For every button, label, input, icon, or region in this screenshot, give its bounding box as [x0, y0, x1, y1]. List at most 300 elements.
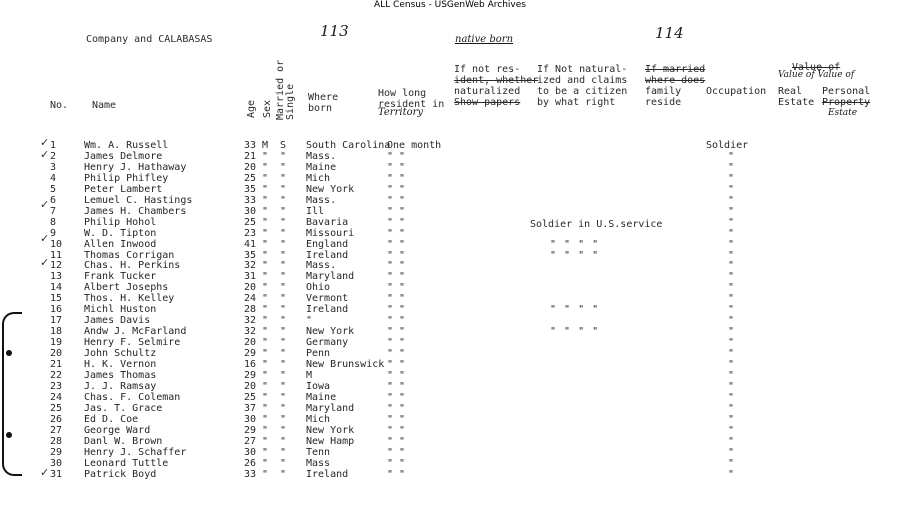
- row-number: 30: [50, 457, 63, 469]
- col-not-nat-3: to be a citizen: [537, 86, 628, 97]
- row-marital-status: ": [280, 359, 287, 370]
- row-number: 18: [50, 326, 63, 338]
- row-sex: ": [262, 337, 269, 349]
- row-where-born: Iowa: [306, 380, 331, 392]
- row-age: 24: [244, 293, 257, 305]
- row-age: 35: [244, 183, 257, 195]
- note-value-of: Value of Value of: [778, 70, 855, 80]
- row-marital-status: ": [280, 391, 287, 403]
- row-where-born: Mich: [306, 172, 331, 184]
- col-real-2: Real: [778, 86, 803, 97]
- table-row: [0, 195, 900, 206]
- col-not-nat-4: by what right: [537, 97, 616, 108]
- note-native-born: native born: [455, 34, 514, 45]
- col-sex: Sex: [262, 99, 273, 118]
- row-where-born: Mass: [306, 457, 331, 469]
- row-sex: ": [262, 402, 269, 414]
- row-residence: " ": [387, 150, 406, 162]
- table-row: [0, 217, 900, 228]
- row-occupation: ": [728, 446, 735, 458]
- col-not-nat-1: If Not natural-: [537, 64, 628, 75]
- col-how-long-2: resident in: [378, 99, 445, 110]
- row-sex: ": [262, 391, 269, 403]
- check-mark-icon: ✓: [40, 232, 50, 245]
- row-name: J. J. Ramsay: [84, 380, 157, 392]
- row-number: 11: [50, 249, 63, 261]
- row-where-born: South Carolina: [306, 140, 391, 151]
- row-sex: ": [262, 413, 269, 425]
- row-occupation: ": [728, 238, 735, 250]
- row-name: Thomas Corrigan: [84, 249, 175, 261]
- row-marital-status: ": [280, 194, 287, 206]
- row-name: Allen Inwood: [84, 238, 157, 250]
- row-occupation: ": [728, 402, 735, 414]
- row-occupation: ": [728, 468, 735, 480]
- row-residence: " ": [387, 293, 406, 305]
- table-row: [0, 447, 900, 458]
- row-number: 21: [50, 359, 63, 370]
- row-age: 30: [244, 205, 257, 217]
- row-sex: ": [262, 238, 269, 250]
- table-row: [0, 469, 900, 480]
- row-soldier-ditto: " " " ": [550, 249, 600, 261]
- row-marital-status: ": [280, 380, 287, 392]
- row-marital-status: ": [280, 413, 287, 425]
- row-name: Wm. A. Russell: [84, 140, 169, 151]
- row-marital-status: ": [280, 271, 287, 283]
- row-occupation: ": [728, 457, 735, 469]
- row-marital-status: ": [280, 249, 287, 261]
- row-where-born: New Brunswick: [306, 359, 385, 370]
- row-where-born: Germany: [306, 337, 349, 349]
- col-if-not-3: naturalized: [454, 86, 521, 97]
- table-row: [0, 239, 900, 250]
- row-name: W. D. Tipton: [84, 227, 157, 239]
- table-row: [0, 392, 900, 403]
- row-age: 29: [244, 369, 257, 381]
- row-age: 33: [244, 194, 257, 206]
- row-where-born: Tenn: [306, 446, 331, 458]
- row-age: 32: [244, 260, 257, 272]
- row-sex: ": [262, 359, 269, 370]
- row-occupation: ": [728, 337, 735, 349]
- place-header: Company and CALABASAS: [86, 34, 213, 45]
- row-residence: " ": [387, 337, 406, 349]
- row-marital-status: ": [280, 304, 287, 316]
- table-row: [0, 458, 900, 469]
- row-name: James H. Chambers: [84, 205, 187, 217]
- row-sex: ": [262, 183, 269, 195]
- row-sex: M: [262, 140, 269, 151]
- row-occupation: ": [728, 282, 735, 294]
- table-row: [0, 370, 900, 381]
- row-name: Philip Phifley: [84, 172, 169, 184]
- table-row: [0, 293, 900, 304]
- page-number-right: 114: [655, 24, 684, 42]
- row-marital-status: ": [280, 348, 287, 360]
- row-where-born: Maine: [306, 391, 337, 403]
- row-sex: ": [262, 150, 269, 162]
- row-age: 41: [244, 238, 257, 250]
- row-marital-status: ": [280, 238, 287, 250]
- row-number: 1: [50, 140, 57, 151]
- table-row: [0, 337, 900, 348]
- row-age: 29: [244, 424, 257, 436]
- row-number: 8: [50, 216, 57, 228]
- binder-hole: [6, 350, 12, 356]
- col-if-married-3: family: [645, 86, 682, 97]
- row-where-born: New York: [306, 183, 355, 195]
- row-sex: ": [262, 205, 269, 217]
- row-number: 20: [50, 348, 63, 360]
- row-sex: ": [262, 282, 269, 294]
- row-where-born: Mass.: [306, 260, 337, 272]
- col-no: No.: [50, 100, 69, 111]
- col-if-not-2: ident, whether: [454, 75, 539, 86]
- row-age: 20: [244, 282, 257, 294]
- row-where-born: Mich: [306, 413, 331, 425]
- row-occupation: ": [728, 304, 735, 316]
- table-row: [0, 173, 900, 184]
- row-where-born: Vermont: [306, 293, 349, 305]
- row-age: 30: [244, 446, 257, 458]
- row-age: 16: [244, 359, 257, 370]
- row-sex: ": [262, 227, 269, 239]
- table-row: [0, 304, 900, 315]
- row-number: 5: [50, 183, 57, 195]
- row-occupation: ": [728, 194, 735, 206]
- row-residence: " ": [387, 227, 406, 239]
- row-number: 29: [50, 446, 63, 458]
- row-soldier-ditto: " " " ": [550, 326, 600, 338]
- row-name: Thos. H. Kelley: [84, 293, 175, 305]
- row-marital-status: ": [280, 402, 287, 414]
- row-marital-status: ": [280, 326, 287, 338]
- row-where-born: Ireland: [306, 468, 349, 480]
- row-name: Peter Lambert: [84, 183, 163, 195]
- table-row: [0, 184, 900, 195]
- row-residence: One month: [387, 140, 442, 151]
- col-personal-1: Personal: [822, 86, 871, 97]
- row-marital-status: ": [280, 183, 287, 195]
- row-name: Chas. F. Coleman: [84, 391, 181, 403]
- col-if-married-4: reside: [645, 97, 682, 108]
- row-name: James Davis: [84, 315, 151, 327]
- row-name: Jas. T. Grace: [84, 402, 163, 414]
- row-sex: ": [262, 468, 269, 480]
- row-occupation: ": [728, 205, 735, 217]
- table-row: [0, 250, 900, 261]
- row-residence: " ": [387, 304, 406, 316]
- row-name: Philip Hohol: [84, 216, 157, 228]
- row-name: Ed D. Coe: [84, 413, 139, 425]
- row-age: 21: [244, 150, 257, 162]
- row-number: 25: [50, 402, 63, 414]
- row-sex: ": [262, 293, 269, 305]
- row-occupation: ": [728, 413, 735, 425]
- row-occupation: ": [728, 183, 735, 195]
- row-occupation: ": [728, 249, 735, 261]
- row-name: Chas. H. Perkins: [84, 260, 181, 272]
- note-territory: Territory: [378, 107, 424, 118]
- row-occupation: ": [728, 227, 735, 239]
- check-mark-icon: ✓: [40, 136, 50, 149]
- row-marital-status: ": [280, 216, 287, 228]
- row-residence: " ": [387, 348, 406, 360]
- table-row: [0, 414, 900, 425]
- row-occupation: ": [728, 260, 735, 272]
- row-occupation: ": [728, 161, 735, 173]
- row-age: 20: [244, 161, 257, 173]
- col-where-born: Where born: [308, 92, 339, 114]
- row-marital-status: ": [280, 337, 287, 349]
- row-residence: " ": [387, 249, 406, 261]
- row-sex: ": [262, 457, 269, 469]
- row-occupation: ": [728, 326, 735, 338]
- row-number: 31: [50, 468, 63, 480]
- row-sex: ": [262, 194, 269, 206]
- row-sex: ": [262, 304, 269, 316]
- check-mark-icon: ✓: [40, 466, 50, 479]
- row-sex: ": [262, 435, 269, 447]
- row-name: Lemuel C. Hastings: [84, 194, 193, 206]
- row-occupation: ": [728, 424, 735, 436]
- row-occupation: Soldier: [706, 140, 749, 151]
- row-where-born: Missouri: [306, 227, 355, 239]
- check-mark-icon: ✓: [40, 256, 50, 269]
- row-where-born: New York: [306, 424, 355, 436]
- row-residence: " ": [387, 326, 406, 338]
- row-soldier-ditto: " " " ": [550, 238, 600, 250]
- row-residence: " ": [387, 413, 406, 425]
- table-row: [0, 282, 900, 293]
- row-marital-status: ": [280, 293, 287, 305]
- table-row: [0, 403, 900, 414]
- table-row: [0, 436, 900, 447]
- row-where-born: Mass.: [306, 150, 337, 162]
- row-number: 24: [50, 391, 63, 403]
- row-name: Henry J. Schaffer: [84, 446, 187, 458]
- row-number: 22: [50, 369, 63, 381]
- row-name: George Ward: [84, 424, 151, 436]
- row-marital-status: ": [280, 282, 287, 294]
- row-where-born: ": [306, 315, 313, 327]
- row-number: 16: [50, 304, 63, 316]
- row-name: H. K. Vernon: [84, 359, 157, 370]
- row-where-born: New Hamp: [306, 435, 355, 447]
- row-occupation: ": [728, 216, 735, 228]
- col-if-married-2: where does: [645, 75, 706, 86]
- row-marital-status: ": [280, 172, 287, 184]
- row-occupation: ": [728, 293, 735, 305]
- row-number: 3: [50, 161, 57, 173]
- table-row: [0, 271, 900, 282]
- row-age: 32: [244, 326, 257, 338]
- row-where-born: New York: [306, 326, 355, 338]
- row-residence: " ": [387, 446, 406, 458]
- row-residence: " ": [387, 402, 406, 414]
- row-residence: " ": [387, 359, 406, 370]
- col-name: Name: [92, 100, 117, 111]
- row-age: 30: [244, 413, 257, 425]
- row-residence: " ": [387, 424, 406, 436]
- table-row: [0, 151, 900, 162]
- row-marital-status: ": [280, 457, 287, 469]
- row-number: 4: [50, 172, 57, 184]
- row-occupation: ": [728, 391, 735, 403]
- row-marital-status: ": [280, 369, 287, 381]
- row-occupation: ": [728, 369, 735, 381]
- row-name: Leonard Tuttle: [84, 457, 169, 469]
- row-age: 20: [244, 380, 257, 392]
- row-marital-status: ": [280, 205, 287, 217]
- row-number: 17: [50, 315, 63, 327]
- row-age: 33: [244, 468, 257, 480]
- col-married-single: Married or Single: [275, 59, 296, 120]
- row-age: 23: [244, 227, 257, 239]
- row-residence: " ": [387, 468, 406, 480]
- note-estate: Estate: [828, 108, 858, 118]
- row-marital-status: ": [280, 424, 287, 436]
- row-name: Danl W. Brown: [84, 435, 163, 447]
- row-number: 2: [50, 150, 57, 162]
- check-mark-icon: ✓: [40, 148, 50, 161]
- col-if-married-1: If married: [645, 64, 706, 75]
- row-residence: " ": [387, 369, 406, 381]
- row-sex: ": [262, 161, 269, 173]
- row-where-born: Ireland: [306, 304, 349, 316]
- row-name: Patrick Boyd: [84, 468, 157, 480]
- row-number: 23: [50, 380, 63, 392]
- row-residence: " ": [387, 282, 406, 294]
- table-row: [0, 348, 900, 359]
- row-sex: ": [262, 172, 269, 184]
- row-age: 32: [244, 315, 257, 327]
- row-where-born: Maine: [306, 161, 337, 173]
- col-if-not-1: If not res-: [454, 64, 521, 75]
- row-age: 35: [244, 249, 257, 261]
- row-number: 7: [50, 205, 57, 217]
- row-sex: ": [262, 380, 269, 392]
- soldier-note: Soldier in U.S.service: [530, 219, 663, 230]
- row-sex: ": [262, 260, 269, 272]
- table-row: [0, 140, 900, 151]
- table-row: [0, 425, 900, 436]
- row-sex: ": [262, 446, 269, 458]
- col-real-3: Estate: [778, 97, 815, 108]
- table-row: [0, 162, 900, 173]
- row-name: John Schultz: [84, 348, 157, 360]
- row-where-born: Ireland: [306, 249, 349, 261]
- row-marital-status: ": [280, 227, 287, 239]
- row-number: 13: [50, 271, 63, 283]
- row-residence: " ": [387, 183, 406, 195]
- row-age: 37: [244, 402, 257, 414]
- table-row: [0, 381, 900, 392]
- col-how-long-1: How long: [378, 88, 427, 99]
- row-number: 26: [50, 413, 63, 425]
- row-residence: " ": [387, 161, 406, 173]
- row-occupation: ": [728, 150, 735, 162]
- row-name: Albert Josephs: [84, 282, 169, 294]
- row-name: Henry F. Selmire: [84, 337, 181, 349]
- row-residence: " ": [387, 315, 406, 327]
- row-marital-status: ": [280, 161, 287, 173]
- row-number: 12: [50, 260, 63, 272]
- check-mark-icon: ✓: [40, 198, 50, 211]
- row-marital-status: ": [280, 260, 287, 272]
- row-sex: ": [262, 249, 269, 261]
- row-where-born: Mass.: [306, 194, 337, 206]
- col-occupation: Occupation: [706, 86, 767, 97]
- row-marital-status: ": [280, 315, 287, 327]
- binder-hole: [6, 432, 12, 438]
- row-marital-status: ": [280, 468, 287, 480]
- row-residence: " ": [387, 457, 406, 469]
- row-marital-status: ": [280, 446, 287, 458]
- row-where-born: England: [306, 238, 349, 250]
- row-name: James Thomas: [84, 369, 157, 381]
- row-where-born: Maryland: [306, 402, 355, 414]
- row-age: 31: [244, 271, 257, 283]
- row-age: 20: [244, 337, 257, 349]
- row-residence: " ": [387, 380, 406, 392]
- row-sex: ": [262, 326, 269, 338]
- table-row: [0, 315, 900, 326]
- table-row: [0, 206, 900, 217]
- row-sex: ": [262, 424, 269, 436]
- row-sex: ": [262, 369, 269, 381]
- row-number: 6: [50, 194, 57, 206]
- row-occupation: ": [728, 435, 735, 447]
- census-sheet: [0, 12, 900, 527]
- col-not-nat-2: ized and claims: [537, 75, 628, 86]
- row-number: 28: [50, 435, 63, 447]
- table-row: [0, 359, 900, 370]
- row-marital-status: ": [280, 150, 287, 162]
- row-number: 10: [50, 238, 63, 250]
- row-number: 15: [50, 293, 63, 305]
- row-residence: " ": [387, 391, 406, 403]
- table-row: [0, 228, 900, 239]
- row-occupation: ": [728, 348, 735, 360]
- col-real-1: Value of: [792, 62, 841, 73]
- row-where-born: Bavaria: [306, 216, 349, 228]
- row-marital-status: S: [280, 140, 287, 151]
- row-occupation: ": [728, 359, 735, 370]
- page-number-left: 113: [320, 22, 349, 40]
- row-age: 26: [244, 457, 257, 469]
- row-marital-status: ": [280, 435, 287, 447]
- row-age: 25: [244, 216, 257, 228]
- row-age: 27: [244, 435, 257, 447]
- row-name: Frank Tucker: [84, 271, 157, 283]
- row-occupation: ": [728, 172, 735, 184]
- row-number: 9: [50, 227, 57, 239]
- col-age: Age: [246, 99, 257, 118]
- row-occupation: ": [728, 315, 735, 327]
- row-occupation: ": [728, 380, 735, 392]
- archive-title: ALL Census - USGenWeb Archives: [374, 0, 526, 10]
- row-residence: " ": [387, 238, 406, 250]
- row-residence: " ": [387, 260, 406, 272]
- row-where-born: Penn: [306, 348, 331, 360]
- row-name: James Delmore: [84, 150, 163, 162]
- row-age: 25: [244, 391, 257, 403]
- row-where-born: Maryland: [306, 271, 355, 283]
- row-where-born: Ill: [306, 205, 325, 217]
- row-number: 19: [50, 337, 63, 349]
